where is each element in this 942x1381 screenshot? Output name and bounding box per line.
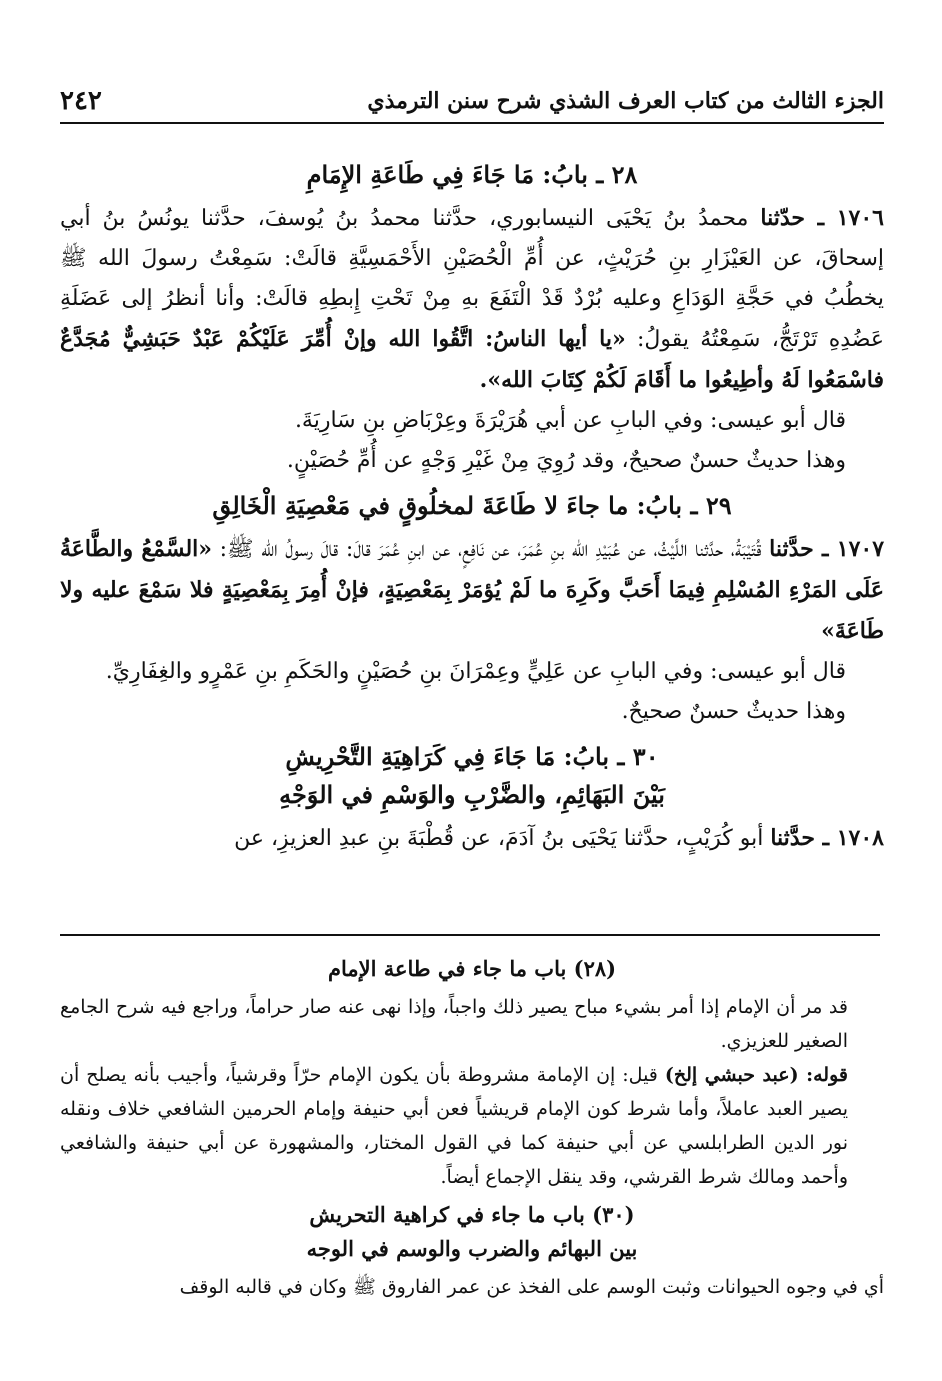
footnote-divider xyxy=(60,934,880,936)
header-divider xyxy=(60,122,884,124)
grading-comment: وهذا حديثٌ حسنٌ صحيحٌ. xyxy=(621,699,846,724)
commentary-heading-30-line1: (٣٠) باب ما جاء في كراهية التحريش xyxy=(309,1202,635,1227)
hadith-matn: «يا أيها الناسُ: اتَّقُوا الله وإنْ أُمِّرَ عَلَيْكُمْ عَبْدٌ حَبَشِيٌّ مُجَدَّعٌ فاسْمَعُوا لَهُ وأطِيعُوا ما أَقَامَ لَكُمْ كِتَابَ الله». xyxy=(60,326,884,393)
running-title: الجزء الثالث من كتاب العرف الشذي شرح سنن الترمذي xyxy=(367,88,884,114)
chapter-heading-29: ٢٩ ـ بابُ: ما جاءَ لا طَاعَةَ لمخلُوقٍ في مَعْصِيَةِ الْخَالِقِ xyxy=(212,491,732,520)
hadith-number: ١٧٠٧ ـ حدَّثنا xyxy=(769,536,885,562)
commentary-text: قيل: إن الإمامة مشروطة بأن يكون الإمام حرّاً وقرشياً، وأجيب بأنه يصلح أن يصير العبد عاملاً، وأما شرط كون الإمام قريشياً فعن أبي حنيفة وإمام الحرمين الشافعي خلاف ونقله نور الدين الطرابلسي عن أبي حنيفة كما في القول المختار، والمشهورة عن أبي حنيفة والشافعي وأحمد ومالك شرط القرشي، وقد ينقل الإجماع أيضاً. xyxy=(60,1064,848,1188)
commentary-paragraph: أي في وجوه الحيوانات وثبت الوسم على الفخذ عن عمر الفاروق ﷺ وكان في قالبه الوقف xyxy=(179,1276,884,1298)
isnad-text: أبو كُرَيْبٍ، حدَّثنا يَحْيَى بنُ آدَمَ، عن قُطْبَةَ بنِ عبدِ العزيزِ، عن xyxy=(234,826,764,851)
isnad-text: قُتَيْبَةُ، حدَّثنا اللَّيْثُ، عن عُبَيْدِ الله بنِ عُمَرَ، عن نَافِعٍ، عن ابنِ عُمَرَ قالَ: قالَ رسولُ الله ﷺ: xyxy=(219,537,762,562)
main-text xyxy=(60,150,884,859)
commentary-heading-30-line2: بين البهائم والضرب والوسم في الوجه xyxy=(306,1236,638,1261)
commentary-heading-28: (٢٨) باب ما جاء في طاعة الإمام xyxy=(327,956,617,981)
book-page xyxy=(60,0,884,1381)
chapter-heading-30-line1: ٣٠ ـ بابُ: مَا جَاءَ فِي كَرَاهِيَةِ التَّحْرِيشِ xyxy=(285,742,659,771)
commentary-paragraph xyxy=(60,1058,884,1194)
hadith-number: ١٧٠٨ ـ حدَّثنا xyxy=(770,825,884,851)
hadith-number: ١٧٠٦ ـ حدّثنا xyxy=(760,205,884,231)
chapter-heading-28: ٢٨ ـ بابُ: مَا جَاءَ فِي طَاعَةِ الإِمَامِ xyxy=(306,160,638,189)
hadith-1706 xyxy=(60,198,884,401)
hadith-1708 xyxy=(60,818,884,859)
commentary-lemma: قوله: (عبد حبشي إلخ) xyxy=(664,1064,848,1086)
commentary-section xyxy=(60,948,884,1304)
abu-isa-comment: قال أبو عيسى: وفي البابِ عن عَلِيٍّ وعِمْرَانَ بنِ حُصَيْنٍ والحَكَمِ بنِ عَمْرٍو والغِفَارِيِّ. xyxy=(105,659,846,684)
chapter-heading-30-line2: بَيْنَ البَهَائِمِ، والضَّرْبِ والوَسْمِ في الوَجْهِ xyxy=(279,780,665,809)
page-number: ٢٤٢ xyxy=(60,86,102,116)
abu-isa-comment: قال أبو عيسى: وفي البابِ عن أبي هُرَيْرَةَ وعِرْبَاضِ بنِ سَارِيَةَ. xyxy=(294,408,846,433)
isnad-text: محمدُ بنُ يَحْيَى النيسابوري، حدَّثنا محمدُ بنُ يُوسفَ، حدَّثنا يونُسُ بنُ أبي إسحاقَ، عن العَيْزَارِ بنِ حُرَيْثٍ، عن أُمِّ الْحُصَيْنِ الأَحْمَسِيَّةِ قالَتْ: سَمِعْتُ رسولَ الله ﷺ يخطُبُ في حَجَّةِ الوَدَاعِ وعليه بُرْدٌ قَدْ الْتَفَعَ بهِ مِنْ تَحْتِ إِبطِهِ قالَتْ: وأنا أنظرُ إلى عَضَلَةِ عَضُدِهِ تَرْتَجُّ، سَمِعْتُهُ يقولُ: xyxy=(60,206,884,352)
commentary-paragraph: قد مر أن الإمام إذا أمر بشيء مباح يصير ذلك واجباً، وإذا نهى عنه صار حراماً، وراجع فيه شرح الجامع الصغير للعزيزي. xyxy=(60,996,848,1052)
hadith-matn: «السَّمْعُ والطَّاعَةُ عَلَى المَرْءِ المُسْلِمِ فِيمَا أَحَبَّ وكَرِهَ ما لَمْ يُؤمَرْ بِمَعْصِيَةٍ، فإنْ أُمِرَ بِمَعْصِيَةٍ فلا سَمْعَ عليه ولا طَاعَةَ» xyxy=(60,536,884,644)
page-header xyxy=(60,84,884,118)
hadith-1707 xyxy=(60,529,884,652)
grading-comment: وهذا حديثٌ حسنٌ صحيحٌ، وقد رُوِيَ مِنْ غَيْرِ وَجْهٍ عن أُمِّ حُصَيْنٍ. xyxy=(286,448,846,473)
